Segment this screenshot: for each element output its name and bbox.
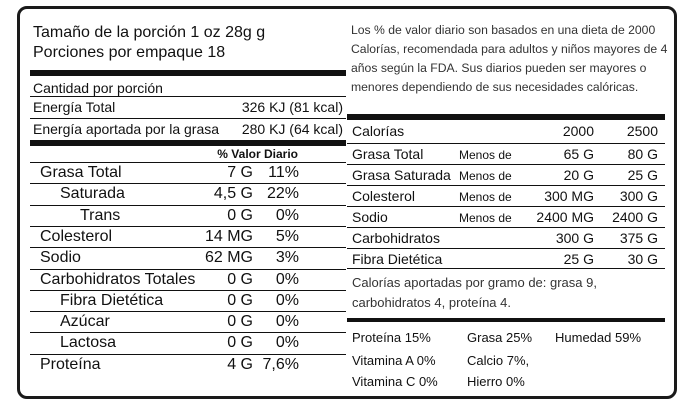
vitamin-a: Vitamina A 0%: [352, 353, 436, 368]
thick-divider: [30, 140, 346, 146]
amount-title: Cantidad por porción: [33, 80, 163, 96]
nutrient-name: Carbohidratos Totales: [40, 270, 196, 288]
vitamin-c: Vitamina C 0%: [352, 374, 438, 389]
dv-row-2000: 20 G: [563, 167, 594, 183]
nutrient-dv: 0%: [275, 270, 299, 288]
dv-row-2000: 2400 MG: [536, 209, 594, 225]
row-divider: [30, 183, 346, 184]
dv-row-2500: 80 G: [627, 146, 658, 162]
thick-divider: [347, 114, 665, 120]
humidity-pct: Humedad 59%: [555, 330, 641, 345]
footnote-line: años según la FDA. Sus diarios pueden ser mayores o: [351, 61, 647, 75]
divider: [30, 118, 346, 119]
row-divider: [347, 248, 665, 249]
dv-header: % Valor Diario: [217, 147, 298, 161]
fat-energy-label: Energía aportada por la grasa: [33, 121, 220, 137]
dv-row-2000: 300 G: [555, 230, 594, 246]
dv-row-name: Sodio: [352, 209, 388, 225]
dv-row-2000: 65 G: [563, 146, 594, 162]
nutrient-dv: 22%: [266, 185, 299, 203]
divider: [347, 268, 665, 269]
dv-table-header-label: Calorías: [352, 123, 405, 139]
dv-row-name: Colesterol: [352, 188, 416, 204]
nutrient-amount: 0 G: [227, 270, 253, 288]
servings-per-package: Porciones por empaque 18: [33, 44, 226, 61]
nutrient-dv: 11%: [268, 164, 299, 181]
nutrient-amount: 4 G: [227, 355, 253, 373]
nutrient-dv: 0%: [275, 313, 299, 331]
nutrient-name: Saturada: [60, 185, 125, 203]
nutrient-amount: 4,5 G: [213, 185, 253, 203]
nutrient-amount: 0 G: [227, 334, 253, 352]
nutrient-dv: 5%: [275, 227, 299, 245]
nutrient-name: Lactosa: [60, 334, 117, 352]
nutrient-amount: 7 G: [227, 164, 253, 181]
nutrient-name: Proteína: [40, 355, 101, 373]
divider: [30, 96, 346, 97]
thick-divider: [347, 318, 665, 322]
footnote-line: Los % de valor diario son basados en una dieta de 2000: [351, 23, 656, 37]
footnote-line: menores dependiendo de sus necesidades calóricas.: [351, 80, 639, 94]
nutrient-dv: 3%: [275, 249, 299, 267]
calories-per-gram-line2: carbohidratos 4, proteína 4.: [352, 295, 511, 310]
dv-row-qualifier: Menos de: [459, 169, 512, 183]
protein-pct: Proteína 15%: [352, 330, 431, 345]
dv-row-name: Fibra Dietética: [352, 251, 443, 267]
calories-per-gram-line1: Calorías aportadas por gramo de: grasa 9,: [352, 275, 597, 290]
dv-row-qualifier: Menos de: [459, 148, 512, 162]
dv-row-qualifier: Menos de: [459, 190, 512, 204]
row-divider: [30, 226, 346, 227]
nutrient-amount: 0 G: [227, 291, 253, 309]
row-divider: [30, 290, 346, 291]
nutrient-name: Azúcar: [60, 313, 110, 331]
row-divider: [30, 162, 346, 163]
serving-size: Tamaño de la porción 1 oz 28g g: [33, 24, 266, 41]
row-divider: [347, 206, 665, 207]
nutrient-dv: 0%: [275, 334, 299, 352]
iron: Hierro 0%: [467, 374, 525, 389]
thick-divider: [30, 70, 346, 76]
nutrient-amount: 14 MG: [204, 227, 253, 245]
footnote-line: Calorías, recomendada para adultos y niños mayores de 4: [351, 42, 668, 56]
dv-row-qualifier: Menos de: [459, 211, 512, 225]
row-divider: [347, 227, 665, 228]
fat-pct: Grasa 25%: [467, 330, 533, 345]
row-divider: [347, 164, 665, 165]
energy-value: 326 KJ (81 kcal): [241, 99, 343, 115]
nutrient-amount: 0 G: [227, 313, 253, 331]
nutrient-name: Colesterol: [40, 227, 113, 245]
dv-row-2500: 2400 G: [612, 209, 658, 225]
dv-row-2500: 375 G: [619, 230, 658, 246]
nutrient-dv: 0%: [275, 291, 299, 309]
nutrient-name: Trans: [80, 206, 121, 224]
dv-row-2500: 300 G: [619, 188, 658, 204]
dv-table-header-2000: 2000: [562, 123, 594, 139]
nutrient-dv: 7,6%: [262, 355, 299, 373]
dv-row-name: Carbohidratos: [352, 230, 440, 246]
nutrient-name: Sodio: [40, 249, 81, 267]
dv-row-2000: 25 G: [563, 251, 594, 267]
row-divider: [30, 205, 346, 206]
calcium: Calcio 7%,: [467, 353, 530, 368]
row-divider: [30, 269, 346, 270]
row-divider: [347, 185, 665, 186]
dv-row-2000: 300 MG: [544, 188, 594, 204]
dv-table-header-2500: 2500: [626, 123, 658, 139]
nutrient-dv: 0%: [275, 206, 299, 224]
dv-row-name: Grasa Total: [352, 146, 424, 162]
dv-row-2500: 30 G: [627, 251, 658, 267]
nutrient-amount: 0 G: [227, 206, 253, 224]
row-divider: [30, 354, 346, 355]
dv-row-name: Grasa Saturada: [352, 167, 451, 183]
nutrient-name: Grasa Total: [40, 164, 122, 181]
energy-label: Energía Total: [33, 99, 116, 115]
row-divider: [30, 332, 346, 333]
fat-energy-value: 280 KJ (64 kcal): [241, 121, 343, 137]
nutrient-name: Fibra Dietética: [60, 291, 164, 309]
dv-row-2500: 25 G: [627, 167, 658, 183]
row-divider: [30, 247, 346, 248]
nutrient-amount: 62 MG: [204, 249, 253, 267]
row-divider: [347, 143, 665, 144]
row-divider: [30, 311, 346, 312]
